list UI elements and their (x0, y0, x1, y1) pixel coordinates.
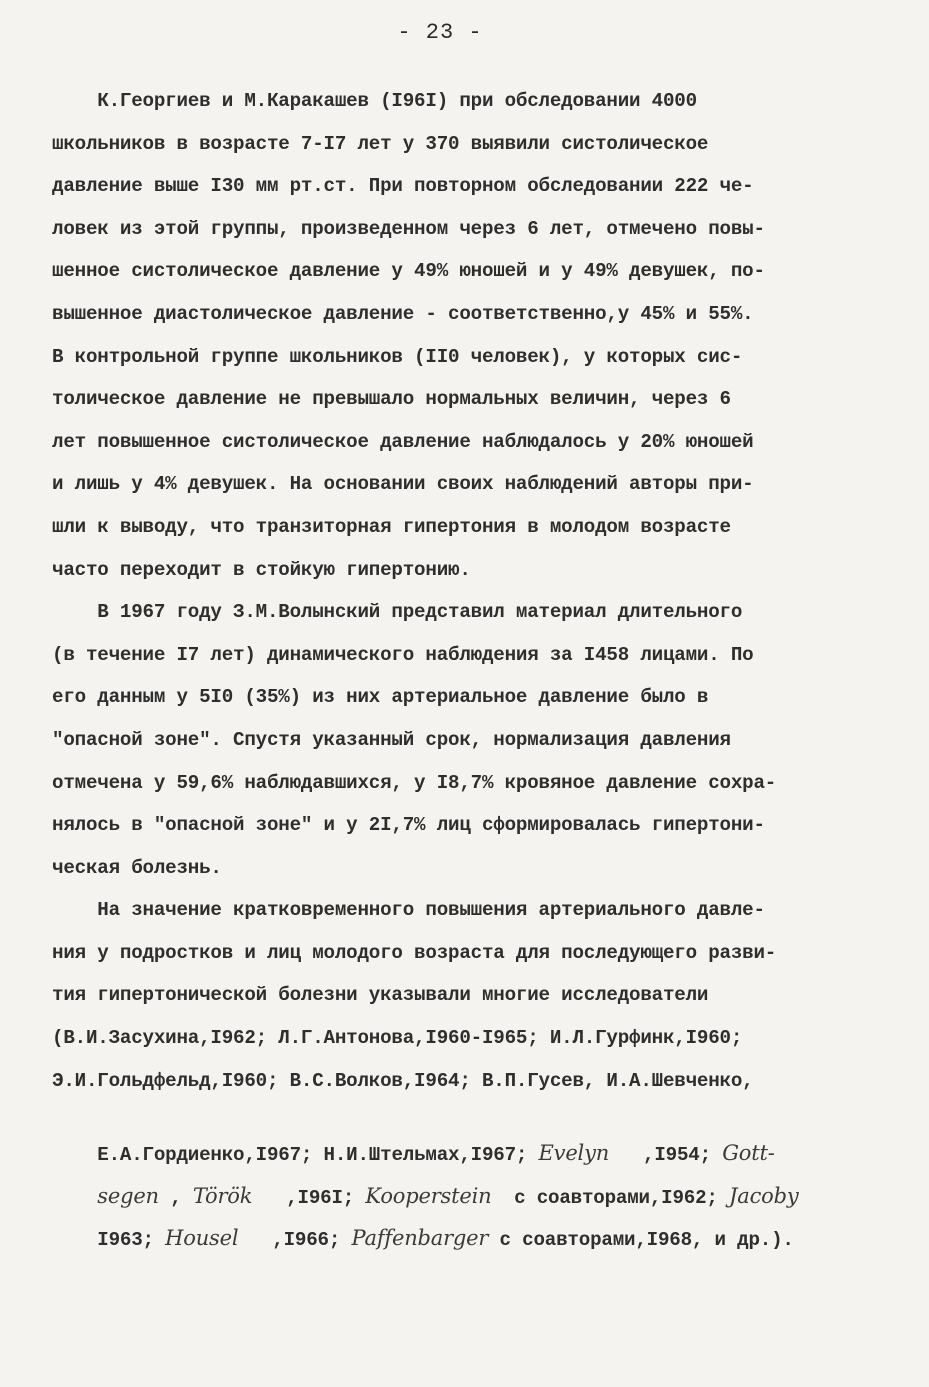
text-line: К.Георгиев и М.Каракашев (I96I) при обследовании 4000 (52, 90, 697, 112)
text-line: (в течение I7 лет) динамического наблюдения за I458 лицами. По (52, 643, 754, 666)
text-line: и лишь у 4% девушек. На основании своих наблюдений авторы при- (52, 473, 754, 496)
text-line: давление выше I30 мм рт.ст. При повторном обследовании 222 че- (52, 175, 754, 198)
text-line: нялось в "опасной зоне" и у 2I,7% лиц сформировалась гипертони- (52, 814, 765, 837)
typed-text: ,I96I; (252, 1186, 366, 1209)
text-line: школьников в возрасте 7-I7 лет у 370 выявили систолическое (52, 132, 709, 155)
handwritten-text: Gott- (722, 1141, 775, 1166)
text-line-mixed (52, 1108, 872, 1167)
text-line: Э.И.Гольдфельд,I960; В.С.Волков,I964; В.П.Гусев, И.А.Шевченко, (52, 1069, 754, 1092)
text-line: В 1967 году З.М.Волынский представил материал длительного (52, 601, 743, 624)
handwritten-text: Housel (165, 1226, 239, 1251)
text-line: ческая болезнь. (52, 856, 222, 879)
handwritten-text: Jacoby (729, 1183, 799, 1208)
text-line: "опасной зоне". Спустя указанный срок, нормализация давления (52, 728, 731, 751)
text-line: (В.И.Засухина,I962; Л.Г.Антонова,I960-I965; И.Л.Гурфинк,I960; (52, 1027, 743, 1050)
text-line: шенное систолическое давление у 49% юношей и у 49% девушек, по- (52, 260, 765, 283)
text-line: тия гипертонической болезни указывали многие исследователи (52, 984, 709, 1007)
handwritten-text: Paffenbarger (351, 1226, 489, 1251)
text-line: На значение кратковременного повышения артериального давле- (52, 899, 765, 922)
handwritten-text: Török (192, 1183, 253, 1208)
typed-text: ,I954; (609, 1144, 723, 1167)
text-line: шли к выводу, что транзиторная гипертония в молодом возрасте (52, 515, 731, 538)
typed-text: I963; (97, 1229, 166, 1252)
text-line: его данным у 5I0 (35%) из них артериальное давление было в (52, 686, 709, 709)
typed-text: с соавторами,I968, и др.). (488, 1229, 794, 1252)
text-line: вышенное диастолическое давление - соответственно,у 45% и 55%. (52, 302, 754, 325)
text-line: толическое давление не превышало нормальных величин, через 6 (52, 388, 731, 411)
body-text (52, 86, 872, 1252)
text-line: часто переходит в стойкую гипертонию. (52, 558, 471, 581)
text-line: ния у подростков и лиц молодого возраста для последующего разви- (52, 941, 777, 964)
text-line: лет повышенное систолическое давление наблюдалось у 20% юношей (52, 430, 754, 453)
text-line: ловек из этой группы, произведенном через 6 лет, отмечено повы- (52, 217, 765, 240)
text-line: отмечена у 59,6% наблюдавшихся, у I8,7% кровяное давление сохра- (52, 771, 777, 794)
handwritten-text: Evelyn (538, 1141, 610, 1166)
handwritten-text: Kooperstein (365, 1183, 492, 1208)
typed-text: с соавторами,I962; (491, 1186, 730, 1209)
page-number: - 23 - (397, 20, 483, 45)
typed-text: Е.А.Гордиенко,I967; Н.И.Штельмах,I967; (97, 1144, 539, 1167)
typed-text: ,I966; (238, 1229, 352, 1252)
typed-text: , (158, 1186, 193, 1209)
handwritten-text: segen (97, 1183, 159, 1208)
text-line: В контрольной группе школьников (II0 человек), у которых сис- (52, 345, 743, 368)
